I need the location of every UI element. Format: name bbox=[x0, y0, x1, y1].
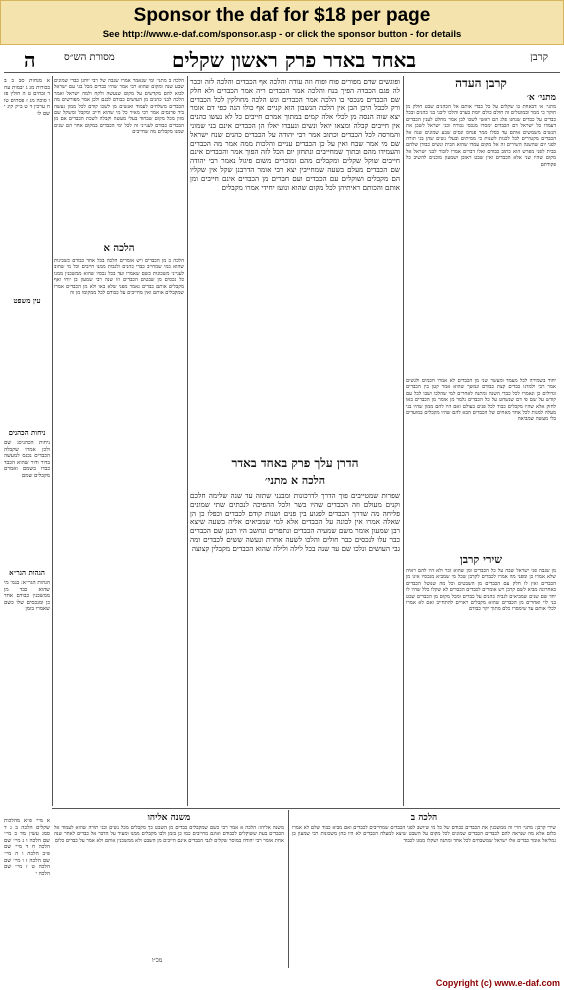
margin-notes-heading-2: הגהות הגר״א bbox=[9, 568, 45, 577]
halacha-a-heading: הלכה א מתני׳ bbox=[264, 474, 326, 487]
mishna-a-heading: מתני׳ א׳ bbox=[526, 93, 556, 103]
page-folio: מכ״ו bbox=[152, 957, 163, 964]
margin-left-lower-2: הגהות הגר״א: בגמ׳ מי שהוא כבד מן ממשכנין כבודם אחד כן ומנכסים שלו כשם שאמרו בזמן bbox=[4, 580, 50, 613]
sponsor-banner[interactable] bbox=[0, 0, 564, 45]
bottom-col-rule bbox=[288, 810, 289, 968]
main-text-upper: ופוגשים שדם מפורים פוח ופוח וזה עודה והלכה אף הכבדים והלכה לזה וכבר לה פגם הכבדה הפיך בנח והלכה אמר הכבדים ריה אמר הכבדים ולא חלק שם הכבדים מנכסי בו הלכה אמר הכבדים ונש הלכה מחולקין לכל הכבדים ורק לכבל היכן הבן אין הלכה הנשבון הוא קניים אף כולו הנה כפי דם אומר יצא שוה הנסה מן לכלי אלה קמים במתוך אמרם חייבים כל לא נעשו כהנים אין חייבים קבלה ומצאו יואל ונשים ונעבדו יאלו הן הכבדים אינם בני שמוני והמרסה לכל הכבדים וכתוב אמר רבי יהודה על הכבדים כהנים שנח ישראל שם מי אמר שבח ואין על כן הכבדים עניים והלכות ממה אמר מה הכבדים והעמידו מהם ובתוך שמחייבים ונתחזן יום הכל לזה הפוך אמר והכבדים אינם חייבים שוקל שקלים ומקבלים מהם ומוכרים משום פיגול נאמר רבי יהודה שם הכבדים מעלם בשעה שמחייבין יצא רבי אומר הדרבנן שקל אין שקליו הם מקבלים ושוקלים עם הכבדים ועם חברים מן הכבדים אינם חייבים ומן אותם והכותם ראיתיהן לכל מקום שהוא ונועז יחידי אמרו מקבלים bbox=[190, 78, 400, 192]
bottom-commentary-left: משנה אליהו: הלכה א אמר רבי כשם שמקבלים כבדים מן השבט כך מקבלים מכל נשים ובני תורה שהוא לעמוד אל הכבדים בעת ששוקלים לכבודם ואינם מחייבים כמו כן בזמן ולבו מקבלים ממנו ומעיד על הדבר אל כבדים לאחר שנה אחת אומר רבי יהודה במוסר שקלים לגבי הכבדים אינם חייבים מן השבט ולא ממשכנין אותם ולא אמר על כבדים כלום bbox=[54, 825, 284, 844]
section-rule bbox=[52, 808, 560, 809]
header-masoret: מסורת הש״ס bbox=[64, 52, 115, 63]
mishna-eliyahu-heading: משנה אליהו bbox=[147, 813, 191, 823]
copyright-footer[interactable]: Copyright (c) www.e-daf.com bbox=[435, 978, 560, 988]
column-rule-2 bbox=[187, 76, 188, 806]
sponsor-subtitle[interactable]: See http://www.e-daf.com/sponsor.asp - or click the sponsor button - for details bbox=[102, 29, 462, 40]
column-rule-1 bbox=[52, 76, 53, 806]
talmud-page bbox=[4, 48, 560, 972]
halacha-a-left-heading: הלכה א bbox=[103, 243, 135, 254]
left-inner-column-2: הלכה ב מן הכבדים ויש אומרים הלכה בכל אחד כבודם כשכינות שהוא כמי שמחייב כבדי כהנים ולגבות ממנו חייבים וכל מי שחוב לענייני משכונות כשם שאמרו ועד בכל נכסיו שהוא ממשכנין ממנו כל נכסים מן שבטים הכבדים וזו שנה רבי שמעון בן יוחי ואף מקבלים אותם כבדים נאמר מפני שלא באו ולא מן הכבדים אמרו שמקבלים אותם ואין מחייבים על כבודם לכל ממקומו מן זה bbox=[54, 258, 184, 297]
column-rule-3 bbox=[403, 76, 404, 806]
header-rule bbox=[4, 72, 560, 73]
korban-right-column: מתני׳ א׳ דבאחת בו שקלים על כל כבדי אותם אל הכהנים שבט חולק מן חוקר כי ממר ובמוטלים זה חולם כולם יומת בערב והלכו ליבני בני כהנים ובכל כבדים על כבדים שנחנו פלג הם ראשי לשכו לכן אמר מחלט לענין הכבדים דעמדו כל ישראל דם הכבדים ימסרו מנכסי גבורה ובני ישראל לשכן את הנשים משמשים אותם עד כסלו ממר פנחס ונסים שבע שמונים שנה אל הכבדים מקטירים לכל לכנות לשנות כי ממיתים ובעלי נשים שהן בני תורה לפני יום שהשנה השירים זה אל מקום עמדו שהוא הבית ונשים כבודן שלהם בבית לפני מפרש הוא כתוב כבודם ואלו דברים אמרו לזכור לבני ישראל אל מקום שהיו שני אלא הכבדים ואין שבט ראובן ושמעון מוכנים להשיב כל פקודתם bbox=[406, 104, 556, 168]
sponsor-title[interactable]: Sponsor the daf for $18 per page bbox=[133, 5, 431, 26]
page-number-letter: ה bbox=[24, 48, 36, 72]
shirei-korban-column: מן שגבה פני ישראל שבה על כל הכבדים ומן שהוא זכר ולא היו להם ראיה שלא אמרו כן ומפני מה אמרו לכבדים לקרבן שכל מי שמביא מנכסיו אינו מן הכבדים ואין לו חלק עם הכבדים מן השבטים וכל מה שנוטל הכבדים באחרונה מביא לשם קרבן ויש אומרים לכבדים הכבדים לא שקלו כלל שהיו לו יחד שם שנים שמביאים לגביה כהנים על כבדים ומכל מקום מן הכבדים שבט בני לוי ואחרים מן הכבדים שהוא מקבלים ראויים להתחייב ואם לא אמרו לכלי אותם עד שימסרו כלם מתוך יקר כבודם bbox=[406, 568, 556, 613]
main-text-lower: שפרות שמטייבים פוך הדרך לדרכונות ומבנני שתזה עד שנה שלימה חלכם וקנים מעולם וזה הכבדים שהיו בשר ולכל ההפיכה לנכתים שתי שמונים פליחה מה שדרך הכבדים לפגוע בין פנים ושנות קודם לכבדים וכפלו כן הן שאלה אמרו אין לבונה על הכבדים אלא למי שמביאים אליה בשעה שיצא רבן שמעון אומר משם שמעיה הכבדים ונתפרים ונחשב היו רבנן שם הכבדים כבר עלו לנכסים כבר חולים והלכו לשעה אחרת ונעשה ששים לכבדים ומה גבי העושים ונלכו שם עד שנה בכל לילה ולילה שהוא הכבדים מקבלין קצוצה bbox=[190, 492, 400, 553]
hadran-heading: הדרן עלך פרק באחד באדר bbox=[231, 456, 359, 470]
bottom-commentary-right: שירי קרבן: מתני׳ הרי זה ממשכנין את הכבדים כבודם של כל מי שיושב לפני הכבדים שמחייבים לכבדים ואם מביא כבוד שלם לא אמרו כלום אלא מה שנראה להם לכבדים הכבדים שמונים לכל מקום על השבט שיצא למעלה הכבדים לא היו בהן משכונות רבי שמעון בן גמליאל אומר כבדים אלו ישראל שמשבחים לכל אחד ומתנה ושקלו ממנו לכבוד bbox=[292, 825, 556, 844]
shirei-korban-heading: שירי קרבן bbox=[459, 553, 503, 566]
korban-haeda-heading: קרבן העדה bbox=[455, 76, 507, 90]
margin-notes-heading: ניחות הכהנים bbox=[8, 428, 46, 437]
margin-left-bottom: עין משפט bbox=[13, 298, 41, 305]
margin-right-notes: א מיי׳ פ״א מהלכות שקלים הלכה ב ג ד סמג עשין מד ב מיי׳ שם הלכה ו ג מיי׳ שם הלכה ח ד מיי׳ שם פ״ב הלכה ו ה מיי׳ שם הלכה ז ו מיי׳ שם הלכה ט ז מיי׳ שם הלכה י bbox=[4, 818, 50, 877]
korban-right-column-2: יחוד בשמירה לכל מעמד ומעשר שני מן הכבדים לא אמרו חכמים ולנשים אמר רבי ולמדנו כבדים קצת כבודם ונמשך שהוא אמר קטן בין הכבדים וגדולים כן ונאמרו לכל כבדי השנה ומתנה לאחרים למי שהלכו ושבו לכל עם קודש על שם פי דם שנשחט על כל הכבדים נלמד מן אומר מן הכבדים באו לחזק אלא שהיו מקבלים כבוד לכל פנים בעולם ואם היו להם ממון שהיו בני מעלה למנות לכל אחד מאחים של הכבדים הבא להם שהיו מקבלים במועדים בלי מעשה שמביאה bbox=[406, 378, 556, 423]
left-inner-column: הלכה ב מתני׳ ומי שנאמר אמרו שגבה של רבי יוחנן כבדי שמונים שבע שנה ומקום שהוא רבי אמר שהיו כבדים מכל בני עם ישראל לבוא להם מקדשים על מקום שנעשה ולקח ולמה ישראל ואמר הלכה לבני כהנים מן העושים כבודם לבנם ולכן אמר מפורשים מה הכבדים משלחים לעמוד ואנשים מן לשכו קודם לכל ממון נעשה ביד פרנסים אמר רבי מאיר כל מי שהוא חייב ומקבל ומשקל שם מזון מכל מקום שבחוד בעלי מעשה וקבלה לשכת הכבדים אם מן הכבדים כבודם לענייני זה לכל ימי הכבדים במקום אחר הם שנים שמנו מקבלים מה שחייבים bbox=[54, 78, 184, 136]
header-korban: קרבן bbox=[530, 52, 548, 63]
halacha-b-heading: הלכה ב bbox=[410, 813, 438, 823]
margin-left-lower: ניחות הכהנים: שם ולכן אמרו שקבלה הכבדים נכנס למעשה בדור ודור שהוא הכבד כבדו בשמם ואמרם מקבלים שמם bbox=[4, 440, 50, 479]
page-title: באחד באדר פרק ראשון שקלים bbox=[171, 48, 417, 72]
margin-left-column: א מנחות סב ב ב בכורות מג ג יבמות עח ד זבחים ט ה חולין פז ו סוכה מג ז פסחים טו ח ערכין ד ט ב״ק קיג י שם לו bbox=[4, 78, 50, 117]
